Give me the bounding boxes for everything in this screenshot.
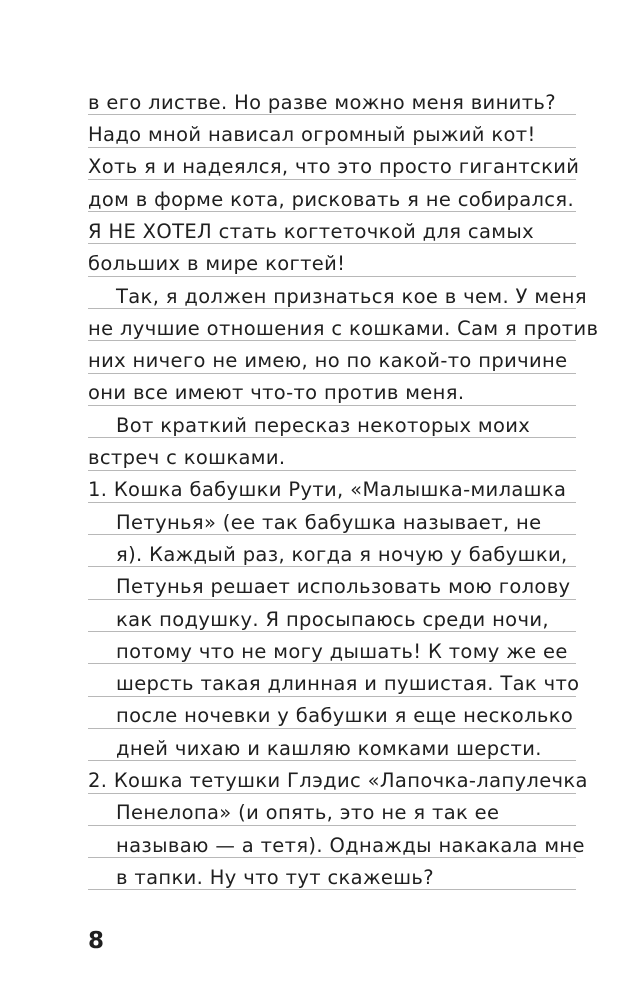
ruled-line bbox=[88, 889, 576, 890]
text-line bbox=[0, 149, 644, 181]
line-text: Так, я должен признаться кое в чем. У меня bbox=[116, 284, 587, 308]
text-line bbox=[0, 601, 644, 633]
line-text: Петунья решает использовать мою голову bbox=[116, 575, 571, 599]
ruled-line bbox=[88, 308, 576, 309]
ruled-line bbox=[88, 437, 576, 438]
list-item-first-line: 1. Кошка бабушки Рути, «Малышка-милашка bbox=[88, 478, 567, 502]
text-line bbox=[0, 698, 644, 730]
line-text: Надо мной нависал огромный рыжий кот! bbox=[88, 123, 536, 147]
text-line bbox=[0, 730, 644, 762]
line-text: они все имеют что-то против меня. bbox=[88, 381, 465, 405]
ruled-line bbox=[88, 405, 576, 406]
text-line bbox=[0, 116, 644, 148]
ruled-line bbox=[88, 373, 576, 374]
line-text: шерсть такая длинная и пушистая. Так что bbox=[116, 672, 580, 696]
line-text: дом в форме кота, рисковать я не собирался. bbox=[88, 187, 575, 211]
line-text: Я НЕ ХОТЕЛ стать когтеточкой для самых bbox=[88, 219, 535, 243]
text-line bbox=[0, 859, 644, 891]
line-text: после ночевки у бабушки я еще несколько bbox=[116, 704, 574, 728]
text-line bbox=[0, 665, 644, 697]
ruled-line bbox=[88, 631, 576, 632]
lined-text-body bbox=[0, 84, 644, 891]
ruled-line bbox=[88, 470, 576, 471]
ruled-line bbox=[88, 857, 576, 858]
text-line bbox=[0, 536, 644, 568]
ruled-line bbox=[88, 793, 576, 794]
line-text: не лучшие отношения с кошками. Сам я против bbox=[88, 316, 599, 340]
text-line bbox=[0, 827, 644, 859]
line-text: Вот краткий пересказ некоторых моих bbox=[116, 413, 531, 437]
ruled-line bbox=[88, 114, 576, 115]
text-line bbox=[0, 245, 644, 277]
line-text: называю — а тетя). Однажды накакала мне bbox=[116, 833, 585, 857]
text-line bbox=[0, 795, 644, 827]
line-text: потому что не могу дышать! К тому же ее bbox=[116, 639, 568, 663]
ruled-line bbox=[88, 502, 576, 503]
text-line bbox=[0, 504, 644, 536]
line-text: Хоть я и надеялся, что это просто гигантский bbox=[88, 155, 580, 179]
line-text: как подушку. Я просыпаюсь среди ночи, bbox=[116, 607, 549, 631]
line-text: я). Каждый раз, когда я ночую у бабушки, bbox=[116, 542, 568, 566]
text-line bbox=[0, 472, 644, 504]
ruled-line bbox=[88, 243, 576, 244]
text-line bbox=[0, 213, 644, 245]
ruled-line bbox=[88, 211, 576, 212]
line-text: в тапки. Ну что тут скажешь? bbox=[116, 865, 434, 889]
line-text: больших в мире когтей! bbox=[88, 252, 346, 276]
ruled-line bbox=[88, 534, 576, 535]
text-line bbox=[0, 278, 644, 310]
ruled-line bbox=[88, 663, 576, 664]
line-text: Пенелопа» (и опять, это не я так ее bbox=[116, 801, 500, 825]
line-text: в его листве. Но разве можно меня винить? bbox=[88, 90, 556, 114]
line-text: дней чихаю и кашляю комками шерсти. bbox=[116, 736, 542, 760]
text-line bbox=[0, 375, 644, 407]
line-text: встреч с кошками. bbox=[88, 446, 286, 470]
ruled-line bbox=[88, 728, 576, 729]
text-line bbox=[0, 181, 644, 213]
ruled-line bbox=[88, 566, 576, 567]
text-line bbox=[0, 310, 644, 342]
ruled-line bbox=[88, 340, 576, 341]
line-text: них ничего не имею, но по какой-то причине bbox=[88, 349, 568, 373]
list-item-first-line: 2. Кошка тетушки Глэдис «Лапочка-лапулечка bbox=[88, 769, 588, 793]
ruled-line bbox=[88, 696, 576, 697]
text-line bbox=[0, 762, 644, 794]
text-line bbox=[0, 342, 644, 374]
text-line bbox=[0, 633, 644, 665]
page-number: 8 bbox=[88, 928, 105, 954]
ruled-line bbox=[88, 179, 576, 180]
ruled-line bbox=[88, 825, 576, 826]
text-line bbox=[0, 84, 644, 116]
ruled-line bbox=[88, 599, 576, 600]
ruled-line bbox=[88, 276, 576, 277]
text-line bbox=[0, 407, 644, 439]
text-line bbox=[0, 439, 644, 471]
ruled-line bbox=[88, 760, 576, 761]
text-line bbox=[0, 568, 644, 600]
ruled-line bbox=[88, 147, 576, 148]
line-text: Петунья» (ее так бабушка называет, не bbox=[116, 510, 542, 534]
